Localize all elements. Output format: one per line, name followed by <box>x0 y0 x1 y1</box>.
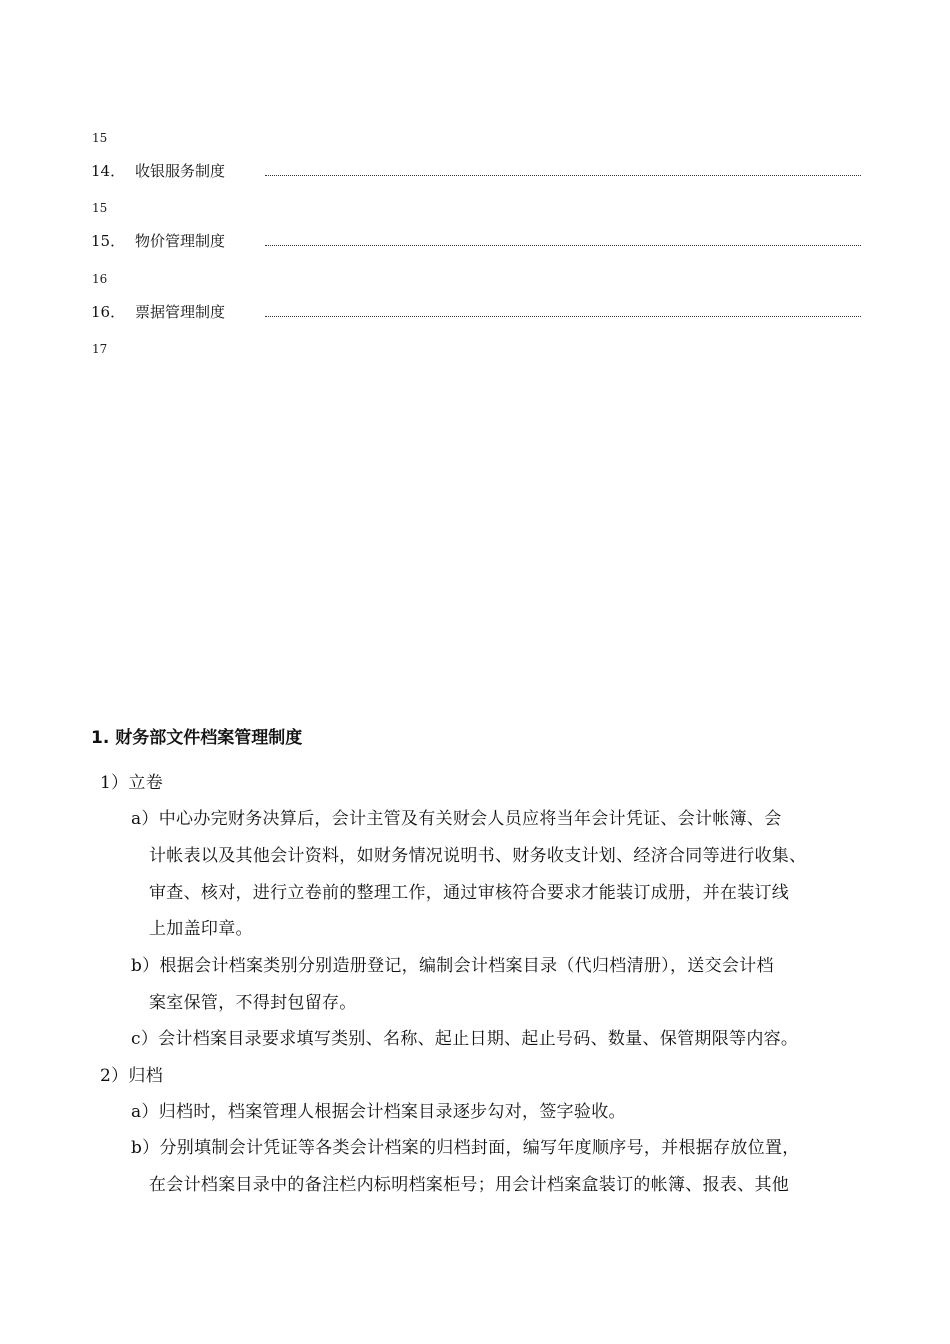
paragraph-line: 计帐表以及其他会计资料，如财务情况说明书、财务收支计划、经济合同等进行收集、 <box>149 846 807 866</box>
paragraph-line: 审查、核对，进行立卷前的整理工作，通过审核符合要求才能装订成册，并在装订线 <box>149 883 790 903</box>
toc-entry[interactable] <box>91 159 861 181</box>
paragraph-line: c）会计档案目录要求填写类别、名称、起止日期、起止号码、数量、保管期限等内容。 <box>131 1029 799 1049</box>
paragraph-line: a）归档时，档案管理人根据会计档案目录逐步勾对，签字验收。 <box>131 1102 626 1122</box>
toc-entry-number: 14． <box>91 161 126 180</box>
paragraph-line: b）根据会计档案类别分别造册登记，编制会计档案目录（代归档清册），送交会计档 <box>131 956 774 976</box>
toc-entry[interactable] <box>91 229 861 251</box>
section-heading: 1. 财务部文件档案管理制度 <box>91 728 303 748</box>
toc-page-number: 17 <box>92 342 108 356</box>
toc-entry-title: 物价管理制度 <box>135 231 226 250</box>
subsection-title: 2）归档 <box>100 1066 164 1086</box>
toc-entry-number: 15． <box>91 231 126 250</box>
paragraph-line: 在会计档案目录中的备注栏内标明档案柜号；用会计档案盒装订的帐簿、报表、其他 <box>149 1175 790 1195</box>
paragraph-line: 案室保管，不得封包留存。 <box>149 993 357 1013</box>
toc-page-number: 16 <box>92 272 108 286</box>
paragraph-line: b）分别填制会计凭证等各类会计档案的归档封面，编写年度顺序号，并根据存放位置， <box>131 1138 800 1158</box>
paragraph-line: a）中心办完财务决算后，会计主管及有关财会人员应将当年会计凭证、会计帐簿、会 <box>131 809 782 829</box>
subsection-title: 1）立卷 <box>100 773 164 793</box>
toc-entry-title: 票据管理制度 <box>135 302 226 321</box>
toc-leader-dots <box>265 237 861 246</box>
toc-leader-dots <box>265 167 861 176</box>
toc-leader-dots <box>265 308 861 317</box>
toc-entry-number: 16． <box>91 302 126 321</box>
toc-entry-title: 收银服务制度 <box>135 161 226 180</box>
toc-page-number: 15 <box>92 201 108 215</box>
paragraph-line: 上加盖印章。 <box>149 919 253 939</box>
toc-page-number: 15 <box>92 131 108 145</box>
toc-entry[interactable] <box>91 300 861 322</box>
